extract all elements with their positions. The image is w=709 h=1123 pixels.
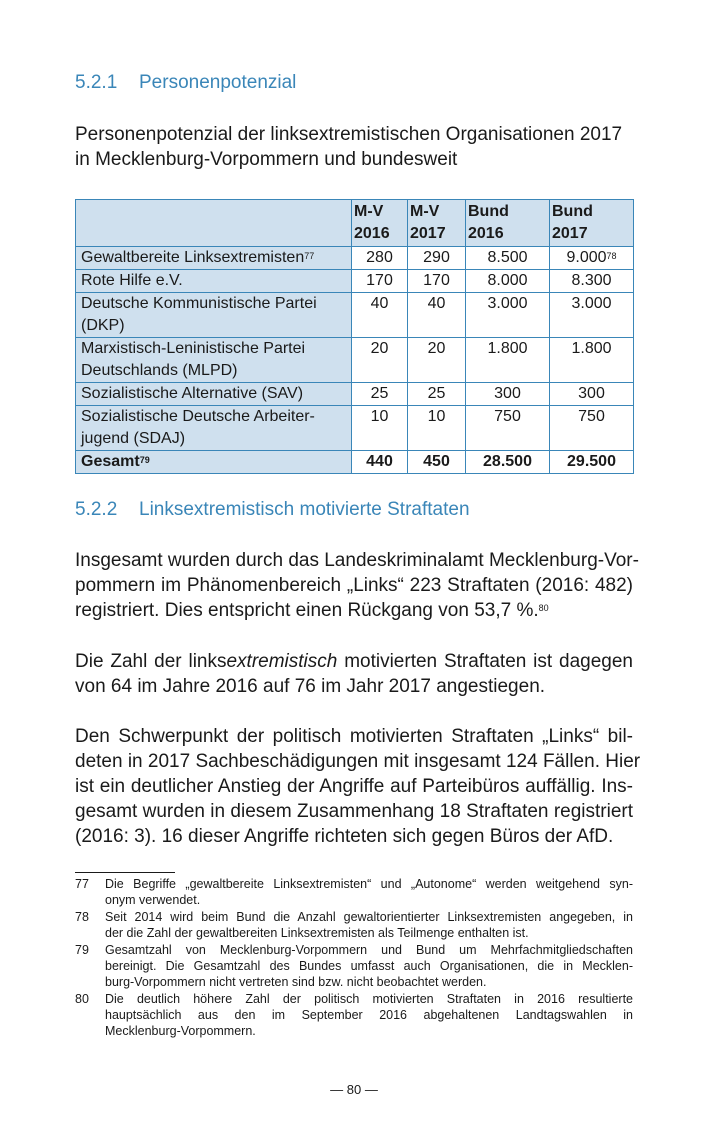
cell: 8.000 <box>466 270 550 293</box>
text-line: Den Schwerpunkt der politisch motivierten Straftaten „Links“ bil- <box>75 726 633 747</box>
header-cell: M-V 2016 <box>352 200 408 247</box>
footnote-number: 79 <box>75 943 89 957</box>
row-label: Sozialistische Deutsche Arbeiter- jugend (SDAJ) <box>76 406 352 451</box>
personenpotenzial-table <box>75 199 634 474</box>
cell: 10 <box>408 406 466 451</box>
cell: 170 <box>352 270 408 293</box>
total-cell: 29.500 <box>550 451 634 474</box>
caption-line: Personenpotenzial der linksextremistischen Organisationen 2017 <box>75 124 623 145</box>
text-line: Die Zahl der linksextremistisch motivierten Straftaten ist dagegen <box>75 651 633 672</box>
table-row <box>76 406 634 451</box>
cell: 300 <box>550 383 634 406</box>
total-label: Gesamt$^{79}$ <box>76 451 352 474</box>
total-cell: 450 <box>408 451 466 474</box>
cell: 750 <box>550 406 634 451</box>
cell: 300 <box>466 383 550 406</box>
page-number: — 80 — <box>330 1082 378 1097</box>
cell: 170 <box>408 270 466 293</box>
footnote <box>75 991 633 1039</box>
cell: 8.300 <box>550 270 634 293</box>
footnote <box>75 909 633 941</box>
row-label: Marxistisch-Leninistische Partei Deutschlands (MLPD) <box>76 338 352 383</box>
cell: 1.800 <box>466 338 550 383</box>
footnote <box>75 942 633 990</box>
text-line: registriert. Dies entspricht einen Rückgang von 53,7 %.$^{80}$ <box>75 600 549 621</box>
paragraph <box>75 724 641 849</box>
footnote-text: Seit 2014 wird beim Bund die Anzahl gewaltorientierter Linksextremisten angegeben, in der die Zahl der gewaltbereiten Linksextremisten als Teilmenge enthalten ist. <box>105 910 633 940</box>
footnote-number: 77 <box>75 877 89 891</box>
total-cell: 28.500 <box>466 451 550 474</box>
paragraph <box>75 649 633 699</box>
row-label: Rote Hilfe e.V. <box>76 270 352 293</box>
footnote-text: Die Begriffe „gewaltbereite Linksextremisten“ und „Autonome“ werden weitgehend syn- onym verwendet. <box>105 877 633 907</box>
cell: 20 <box>352 338 408 383</box>
table-header-row <box>76 200 634 247</box>
section-title: Linksextremistisch motivierte Straftaten <box>139 499 470 520</box>
cell: 9.000$^{78}$ <box>550 247 634 270</box>
section-title: Personenpotenzial <box>139 72 297 93</box>
caption-line: in Mecklenburg-Vorpommern und bundesweit <box>75 149 458 170</box>
cell: 25 <box>408 383 466 406</box>
text-line: (2016: 3). 16 dieser Angriffe richteten sich gegen Büros der AfD. <box>75 826 614 847</box>
footnotes <box>75 876 633 1040</box>
cell: 25 <box>352 383 408 406</box>
footnote <box>75 876 633 908</box>
cell: 750 <box>466 406 550 451</box>
section-number: 5.2.1 <box>75 72 118 93</box>
header-cell: Bund 2017 <box>550 200 634 247</box>
table-total-row <box>76 451 634 474</box>
cell: 40 <box>352 293 408 338</box>
paragraph <box>75 548 639 623</box>
text-line: pommern im Phänomenbereich „Links“ 223 Straftaten (2016: 482) <box>75 575 633 596</box>
row-label: Deutsche Kommunistische Partei (DKP) <box>76 293 352 338</box>
footnote-text: Gesamtzahl von Mecklenburg-Vorpommern und Bund um Mehrfachmitgliedschaften bereinigt. Die Gesamtzahl des Bundes umfasst auch Organisationen, die in Mecklen- burg-Vorpommern nicht vertreten sind bzw. nicht beobachtet werden. <box>105 943 633 989</box>
section-number: 5.2.2 <box>75 499 118 520</box>
text-line: ist ein deutlicher Anstieg der Angriffe auf Parteibüros auffällig. Ins- <box>75 776 633 797</box>
cell: 10 <box>352 406 408 451</box>
footnote-number: 78 <box>75 910 89 924</box>
cell: 40 <box>408 293 466 338</box>
footnote-divider <box>75 872 175 873</box>
section-heading-5-2-2 <box>75 499 470 521</box>
cell: 8.500 <box>466 247 550 270</box>
row-label: Gewaltbereite Linksextremisten$^{77}$ <box>76 247 352 270</box>
header-cell: M-V 2017 <box>408 200 466 247</box>
cell: 3.000 <box>550 293 634 338</box>
table-row <box>76 293 634 338</box>
table-row <box>76 338 634 383</box>
text-line: gesamt wurden in diesem Zusammenhang 18 Straftaten registriert <box>75 801 633 822</box>
text-line: deten in 2017 Sachbeschädigungen mit insgesamt 124 Fällen. Hier <box>75 751 641 772</box>
text-line: Insgesamt wurden durch das Landeskriminalamt Mecklenburg-Vor- <box>75 550 639 571</box>
total-cell: 440 <box>352 451 408 474</box>
table-row <box>76 383 634 406</box>
footnote-number: 80 <box>75 992 89 1006</box>
cell: 280 <box>352 247 408 270</box>
table-row <box>76 270 634 293</box>
cell: 20 <box>408 338 466 383</box>
table-caption <box>75 122 633 172</box>
cell: 290 <box>408 247 466 270</box>
cell: 1.800 <box>550 338 634 383</box>
footnote-ref: 80 <box>538 603 549 613</box>
cell: 3.000 <box>466 293 550 338</box>
section-heading-5-2-1 <box>75 72 296 94</box>
row-label: Sozialistische Alternative (SAV) <box>76 383 352 406</box>
table-row <box>76 247 634 270</box>
header-cell: Bund 2016 <box>466 200 550 247</box>
text-line: von 64 im Jahre 2016 auf 76 im Jahr 2017 angestiegen. <box>75 676 546 697</box>
footnote-text: Die deutlich höhere Zahl der politisch motivierten Straftaten in 2016 resultierte hauptsächlich aus den im September 2016 abgehaltenen Landtagswahlen in Mecklenburg-Vorpommern. <box>105 992 633 1038</box>
header-corner <box>76 200 352 247</box>
